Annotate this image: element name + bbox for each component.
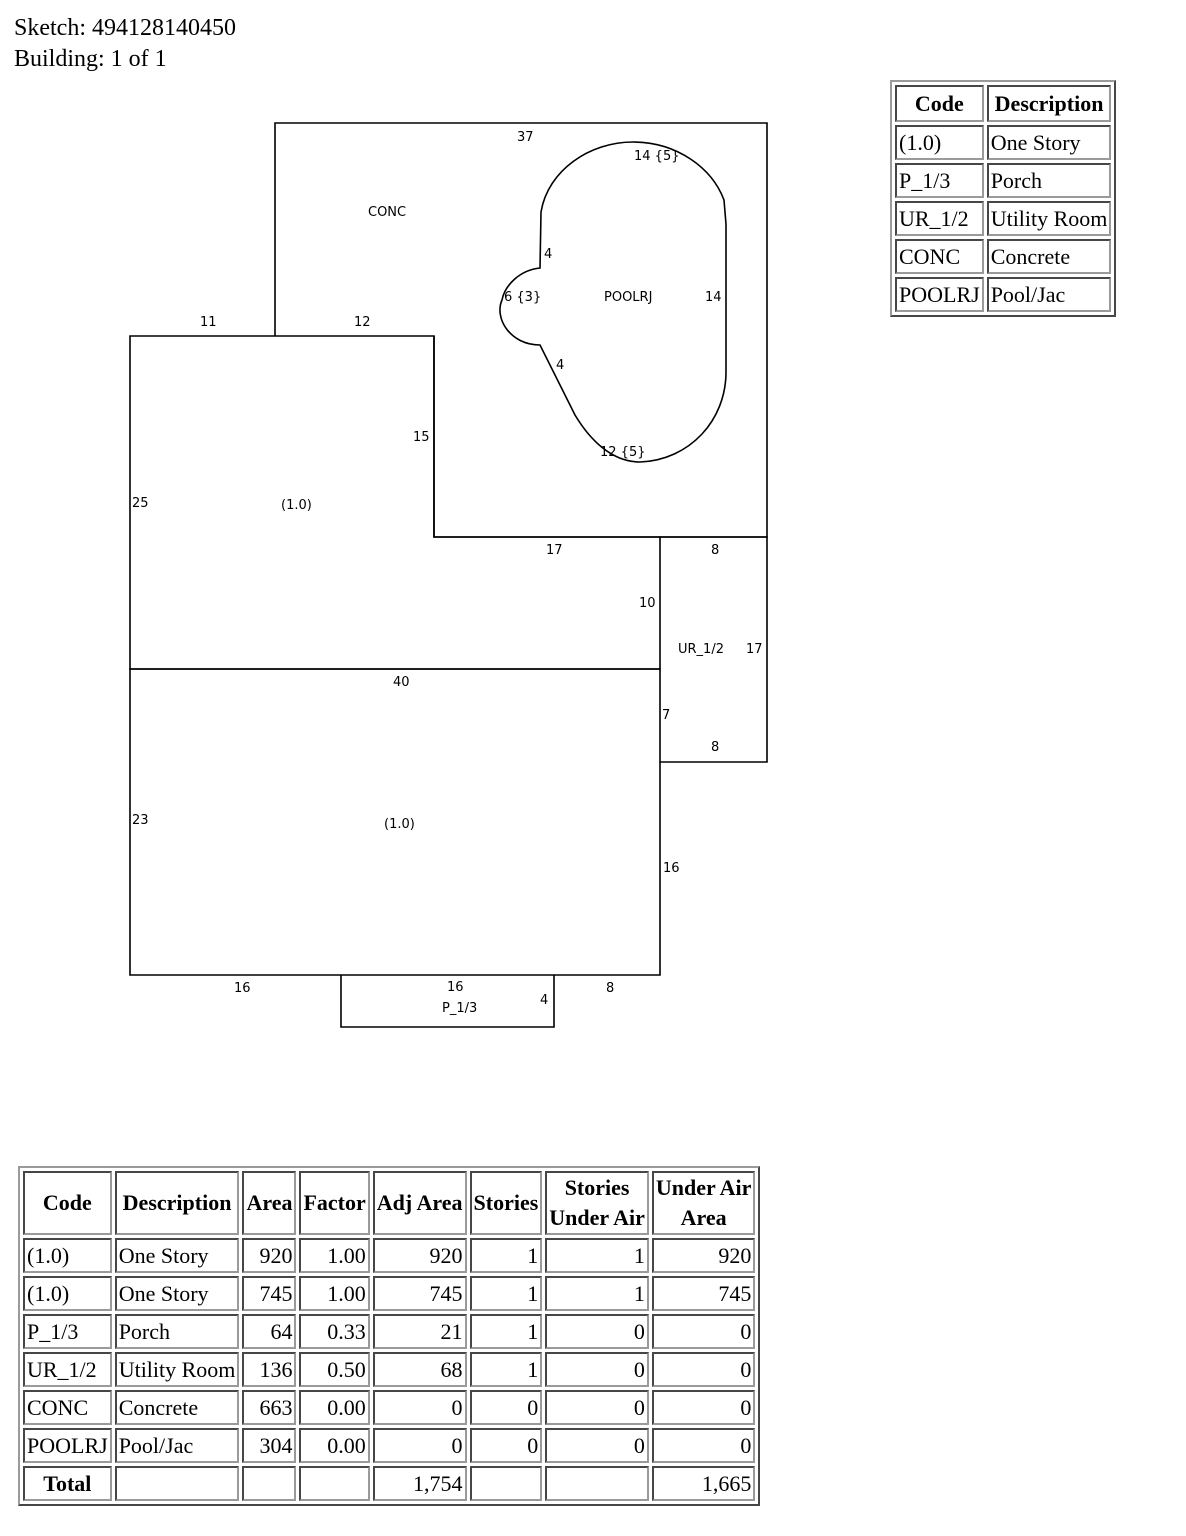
cell-empty bbox=[242, 1466, 296, 1501]
dim-label: 10 bbox=[639, 596, 656, 611]
total-under-air-area: 1,665 bbox=[652, 1466, 756, 1501]
header-line: Area bbox=[680, 1205, 727, 1230]
cell-empty bbox=[299, 1466, 369, 1501]
summary-header-adj-area: Adj Area bbox=[373, 1171, 467, 1235]
legend-code: (1.0) bbox=[895, 125, 984, 160]
dim-label: 14 bbox=[705, 290, 722, 305]
header-line: Under Air bbox=[549, 1205, 645, 1230]
area-label-porch: P_1/3 bbox=[442, 1001, 478, 1016]
concrete-outline bbox=[275, 123, 767, 537]
cell-stories: 1 bbox=[470, 1352, 543, 1387]
dim-label: 7 bbox=[662, 708, 671, 723]
dim-label: 4 bbox=[540, 993, 549, 1008]
dim-label: 23 bbox=[132, 813, 149, 828]
cell-under-air-area: 920 bbox=[652, 1238, 756, 1273]
cell-adj-area: 21 bbox=[373, 1314, 467, 1349]
total-adj-area: 1,754 bbox=[373, 1466, 467, 1501]
dim-label: 16 bbox=[447, 980, 464, 995]
cell-code: (1.0) bbox=[23, 1238, 112, 1273]
table-row bbox=[23, 1352, 755, 1387]
sketch-id-heading: Sketch: 494128140450 bbox=[14, 15, 236, 41]
cell-factor: 0.00 bbox=[299, 1390, 369, 1425]
legend-row bbox=[895, 277, 1111, 312]
legend-row bbox=[895, 163, 1111, 198]
dim-label: 8 bbox=[606, 981, 615, 996]
cell-stories: 0 bbox=[470, 1390, 543, 1425]
cell-under-air-area: 0 bbox=[652, 1314, 756, 1349]
cell-stories-under-air: 0 bbox=[545, 1352, 649, 1387]
building-count-heading: Building: 1 of 1 bbox=[14, 46, 167, 72]
cell-description: Utility Room bbox=[115, 1352, 240, 1387]
cell-factor: 1.00 bbox=[299, 1276, 369, 1311]
table-row bbox=[23, 1238, 755, 1273]
dim-label: 4 bbox=[544, 247, 553, 262]
legend-header-description: Description bbox=[987, 85, 1112, 122]
dim-label: 12 bbox=[354, 315, 371, 330]
summary-header-under-air-area bbox=[652, 1171, 756, 1235]
legend-description: Concrete bbox=[987, 239, 1112, 274]
dim-label: 12 {5} bbox=[600, 445, 646, 460]
cell-area: 304 bbox=[242, 1428, 296, 1463]
legend-description: Porch bbox=[987, 163, 1112, 198]
cell-factor: 0.50 bbox=[299, 1352, 369, 1387]
summary-header-stories-under-air bbox=[545, 1171, 649, 1235]
area-label-story-upper: (1.0) bbox=[281, 498, 312, 513]
cell-code: UR_1/2 bbox=[23, 1352, 112, 1387]
cell-adj-area: 0 bbox=[373, 1390, 467, 1425]
dim-label: 8 bbox=[711, 740, 720, 755]
cell-under-air-area: 745 bbox=[652, 1276, 756, 1311]
header-line: Under Air bbox=[655, 1175, 752, 1200]
cell-factor: 0.00 bbox=[299, 1428, 369, 1463]
cell-area: 136 bbox=[242, 1352, 296, 1387]
area-summary-table bbox=[18, 1166, 760, 1506]
cell-area: 920 bbox=[242, 1238, 296, 1273]
dim-label: 16 bbox=[663, 861, 680, 876]
legend-row bbox=[895, 239, 1111, 274]
dim-label: 17 bbox=[546, 543, 563, 558]
cell-stories-under-air: 0 bbox=[545, 1428, 649, 1463]
legend-header-code: Code bbox=[895, 85, 984, 122]
cell-code: (1.0) bbox=[23, 1276, 112, 1311]
cell-empty bbox=[470, 1466, 543, 1501]
cell-empty bbox=[115, 1466, 240, 1501]
table-row bbox=[23, 1390, 755, 1425]
legend-code: POOLRJ bbox=[895, 277, 984, 312]
area-label-story-lower: (1.0) bbox=[384, 817, 415, 832]
upper-story-outline bbox=[130, 336, 660, 669]
cell-factor: 1.00 bbox=[299, 1238, 369, 1273]
code-legend-table bbox=[890, 80, 1116, 317]
legend-description: One Story bbox=[987, 125, 1112, 160]
cell-adj-area: 920 bbox=[373, 1238, 467, 1273]
dim-label: 8 bbox=[711, 543, 720, 558]
cell-area: 663 bbox=[242, 1390, 296, 1425]
summary-header-factor: Factor bbox=[299, 1171, 369, 1235]
header-line: Stories bbox=[564, 1175, 630, 1200]
table-row bbox=[23, 1314, 755, 1349]
total-label: Total bbox=[23, 1466, 112, 1501]
dim-label: 11 bbox=[200, 315, 217, 330]
dim-label: 37 bbox=[517, 130, 534, 145]
cell-stories-under-air: 0 bbox=[545, 1390, 649, 1425]
total-row bbox=[23, 1466, 755, 1501]
legend-code: P_1/3 bbox=[895, 163, 984, 198]
cell-code: CONC bbox=[23, 1390, 112, 1425]
cell-empty bbox=[545, 1466, 649, 1501]
dim-label: 40 bbox=[393, 675, 410, 690]
cell-under-air-area: 0 bbox=[652, 1352, 756, 1387]
summary-header-area: Area bbox=[242, 1171, 296, 1235]
cell-adj-area: 0 bbox=[373, 1428, 467, 1463]
cell-area: 745 bbox=[242, 1276, 296, 1311]
area-label-poolrj: POOLRJ bbox=[604, 290, 653, 305]
area-label-ur: UR_1/2 bbox=[678, 642, 724, 657]
legend-code: UR_1/2 bbox=[895, 201, 984, 236]
legend-code: CONC bbox=[895, 239, 984, 274]
table-row bbox=[23, 1276, 755, 1311]
cell-stories-under-air: 0 bbox=[545, 1314, 649, 1349]
dim-label: 25 bbox=[132, 496, 149, 511]
dim-label: 6 {3} bbox=[504, 290, 542, 305]
legend-row bbox=[895, 201, 1111, 236]
cell-area: 64 bbox=[242, 1314, 296, 1349]
legend-row bbox=[895, 125, 1111, 160]
cell-description: One Story bbox=[115, 1238, 240, 1273]
summary-header-code: Code bbox=[23, 1171, 112, 1235]
cell-code: POOLRJ bbox=[23, 1428, 112, 1463]
legend-description: Pool/Jac bbox=[987, 277, 1112, 312]
dim-label: 16 bbox=[234, 981, 251, 996]
cell-factor: 0.33 bbox=[299, 1314, 369, 1349]
summary-header-stories: Stories bbox=[470, 1171, 543, 1235]
cell-under-air-area: 0 bbox=[652, 1390, 756, 1425]
cell-description: Concrete bbox=[115, 1390, 240, 1425]
cell-adj-area: 745 bbox=[373, 1276, 467, 1311]
cell-description: Porch bbox=[115, 1314, 240, 1349]
cell-adj-area: 68 bbox=[373, 1352, 467, 1387]
summary-header-description: Description bbox=[115, 1171, 240, 1235]
cell-code: P_1/3 bbox=[23, 1314, 112, 1349]
cell-stories: 1 bbox=[470, 1314, 543, 1349]
dim-label: 4 bbox=[556, 358, 565, 373]
area-label-conc: CONC bbox=[368, 205, 407, 220]
cell-under-air-area: 0 bbox=[652, 1428, 756, 1463]
legend-description: Utility Room bbox=[987, 201, 1112, 236]
dim-label: 15 bbox=[413, 430, 430, 445]
cell-description: Pool/Jac bbox=[115, 1428, 240, 1463]
cell-description: One Story bbox=[115, 1276, 240, 1311]
cell-stories: 1 bbox=[470, 1276, 543, 1311]
cell-stories: 1 bbox=[470, 1238, 543, 1273]
cell-stories-under-air: 1 bbox=[545, 1238, 649, 1273]
dim-label: 17 bbox=[746, 642, 763, 657]
cell-stories-under-air: 1 bbox=[545, 1276, 649, 1311]
dim-label: 14 {5} bbox=[634, 149, 680, 164]
table-row bbox=[23, 1428, 755, 1463]
cell-stories: 0 bbox=[470, 1428, 543, 1463]
